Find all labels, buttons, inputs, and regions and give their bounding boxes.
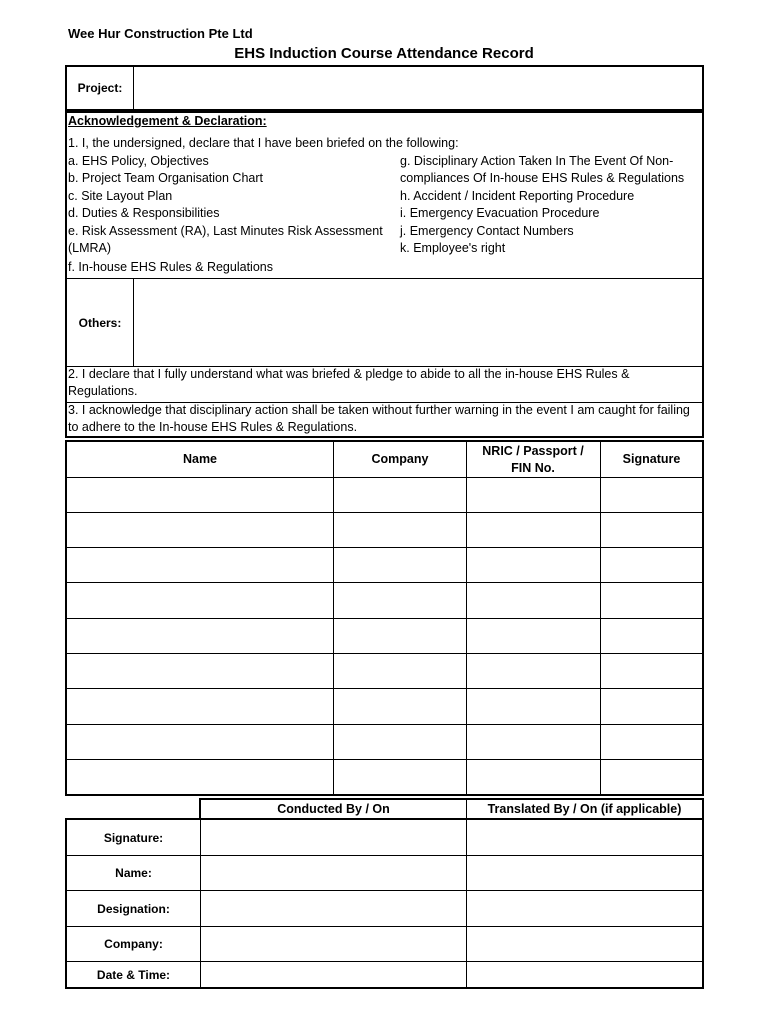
translated-by-header: Translated By / On (if applicable)	[487, 801, 682, 816]
others-label: Others:	[78, 315, 122, 330]
column-header-signature: Signature	[622, 452, 681, 466]
translated-signature-field[interactable]	[467, 820, 702, 855]
project-label: Project:	[77, 81, 123, 95]
list-item: k. Employee's right	[400, 241, 506, 255]
table-row[interactable]	[67, 548, 702, 582]
form-title: EHS Induction Course Attendance Record	[234, 45, 534, 62]
list-item: i. Emergency Evacuation Procedure	[400, 206, 600, 220]
conducted-designation-field[interactable]	[201, 891, 466, 926]
table-row[interactable]	[67, 478, 702, 512]
conducted-by-header: Conducted By / On	[277, 801, 390, 816]
declaration-2: 2. I declare that I fully understand what was briefed & pledge to abide to all the in-house EHS Rules & Regulations.	[68, 367, 630, 398]
conducted-table	[65, 818, 704, 989]
column-header-company: Company	[371, 452, 429, 466]
signature-label: Signature:	[103, 830, 164, 845]
table-row[interactable]	[67, 725, 702, 759]
conducted-company-field[interactable]	[201, 927, 466, 961]
attendance-table	[65, 440, 704, 796]
column-header-name: Name	[182, 452, 218, 466]
list-item: a. EHS Policy, Objectives	[68, 154, 209, 168]
designation-label: Designation:	[97, 901, 170, 916]
list-item: b. Project Team Organisation Chart	[68, 171, 264, 185]
date-time-label: Date & Time:	[96, 967, 171, 982]
list-item: c. Site Layout Plan	[68, 189, 173, 203]
declaration-3: 3. I acknowledge that disciplinary action shall be taken without further warning in the event I am caught for failing to adhere to the In-house EHS Rules & Regulations.	[68, 403, 690, 434]
company-label: Company:	[104, 937, 163, 951]
list-item: (LMRA)	[68, 241, 112, 255]
conducted-name-field[interactable]	[201, 856, 466, 890]
list-item: g. Disciplinary Action Taken In The Event Of Non-	[400, 154, 674, 168]
others-field[interactable]	[134, 279, 702, 366]
table-row[interactable]	[67, 513, 702, 547]
list-item: compliances Of In-house EHS Rules & Regulations	[400, 171, 685, 185]
company-name: Wee Hur Construction Pte Ltd	[68, 26, 253, 41]
table-row[interactable]	[67, 760, 702, 794]
name-label: Name:	[115, 866, 152, 880]
project-field[interactable]	[134, 67, 702, 109]
conducted-header-box	[199, 798, 704, 820]
translated-name-field[interactable]	[467, 856, 702, 890]
list-item: e. Risk Assessment (RA), Last Minutes Risk Assessment	[68, 224, 383, 238]
list-item: f. In-house EHS Rules & Regulations	[68, 260, 273, 274]
table-row[interactable]	[67, 583, 702, 618]
column-header-id-number: NRIC / Passport / FIN No.	[482, 443, 584, 475]
table-row[interactable]	[67, 654, 702, 688]
acknowledgement-heading: Acknowledgement & Declaration:	[68, 114, 267, 128]
conducted-date-time-field[interactable]	[201, 962, 466, 987]
list-item: h. Accident / Incident Reporting Procedure	[400, 189, 635, 203]
intro-line: 1. I, the undersigned, declare that I have been briefed on the following:	[68, 136, 459, 150]
table-row[interactable]	[67, 619, 702, 653]
list-item: j. Emergency Contact Numbers	[400, 224, 574, 238]
table-row[interactable]	[67, 689, 702, 724]
conducted-signature-field[interactable]	[201, 820, 466, 855]
translated-company-field[interactable]	[467, 927, 702, 961]
translated-date-time-field[interactable]	[467, 962, 702, 987]
list-item: d. Duties & Responsibilities	[68, 206, 220, 220]
project-box	[65, 65, 704, 111]
translated-designation-field[interactable]	[467, 891, 702, 926]
